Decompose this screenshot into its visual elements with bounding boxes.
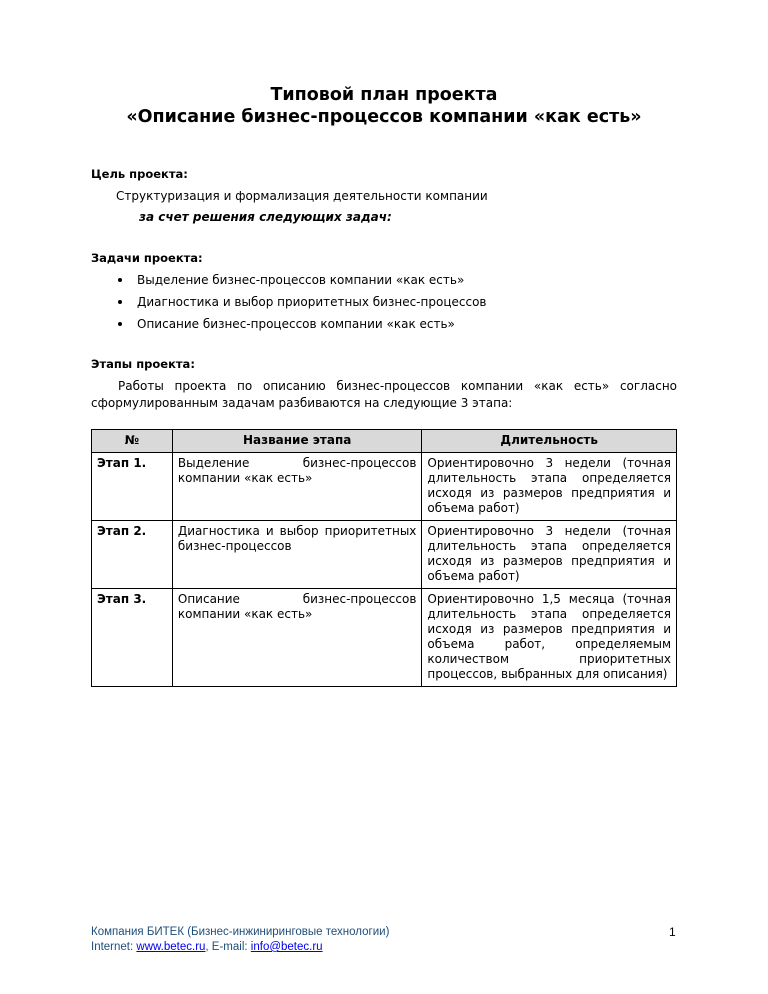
- document-title-line1: Типовой план проекта: [270, 85, 498, 105]
- website-link[interactable]: www.betec.ru: [136, 941, 206, 953]
- stage-name: Описание бизнес-процессов компании «как есть»: [172, 589, 422, 687]
- table-row: [92, 521, 677, 589]
- list-item: Выделение бизнес-процессов компании «как есть»: [91, 272, 486, 294]
- stages-intro: Работы проекта по описанию бизнес-процессов компании «как есть» согласно сформулированным задачам разбиваются на следующие 3 этапа:: [91, 379, 677, 410]
- stage-name: Выделение бизнес-процессов компании «как есть»: [172, 453, 422, 521]
- table-row: [92, 453, 677, 521]
- tasks-heading: Задачи проекта:: [91, 251, 203, 265]
- stage-number: Этап 3.: [92, 589, 173, 687]
- column-header-name: Название этапа: [172, 430, 422, 453]
- list-item: Диагностика и выбор приоритетных бизнес-процессов: [91, 294, 486, 316]
- goal-heading: Цель проекта:: [91, 167, 188, 181]
- stage-duration: Ориентировочно 3 недели (точная длительность этапа определяется исходя из размеров предприятия и объема работ): [422, 453, 677, 521]
- column-header-duration: Длительность: [422, 430, 677, 453]
- column-header-number: №: [92, 430, 173, 453]
- page-footer: [91, 925, 389, 955]
- tasks-list: [91, 272, 486, 338]
- stage-duration: Ориентировочно 3 недели (точная длительность этапа определяется исходя из размеров предприятия и объема работ): [422, 521, 677, 589]
- table-row: [92, 589, 677, 687]
- document-title-line2: «Описание бизнес-процессов компании «как есть»: [126, 107, 642, 127]
- page-number: 1: [669, 925, 676, 939]
- goal-subtext: за счет решения следующих задач:: [139, 210, 392, 224]
- stages-table: [91, 429, 677, 687]
- stage-duration: Ориентировочно 1,5 месяца (точная длительность этапа определяется исходя из размеров предприятия и объема работ, определяемым количеством приоритетных процессов, выбранных для описания): [422, 589, 677, 687]
- stage-number: Этап 2.: [92, 521, 173, 589]
- bullet-icon: [118, 300, 122, 304]
- footer-company: Компания БИТЕК (Бизнес-инжиниринговые технологии): [91, 926, 390, 938]
- stages-heading: Этапы проекта:: [91, 357, 195, 371]
- stage-name: Диагностика и выбор приоритетных бизнес-процессов: [172, 521, 422, 589]
- bullet-icon: [118, 278, 122, 282]
- list-item: Описание бизнес-процессов компании «как есть»: [91, 316, 486, 338]
- stage-number: Этап 1.: [92, 453, 173, 521]
- table-header-row: [92, 430, 677, 453]
- footer-contacts: Internet: www.betec.ru, E-mail: info@betec.ru: [91, 941, 323, 953]
- bullet-icon: [118, 322, 122, 326]
- goal-text: Структуризация и формализация деятельности компании: [116, 189, 488, 203]
- email-link[interactable]: info@betec.ru: [250, 941, 323, 953]
